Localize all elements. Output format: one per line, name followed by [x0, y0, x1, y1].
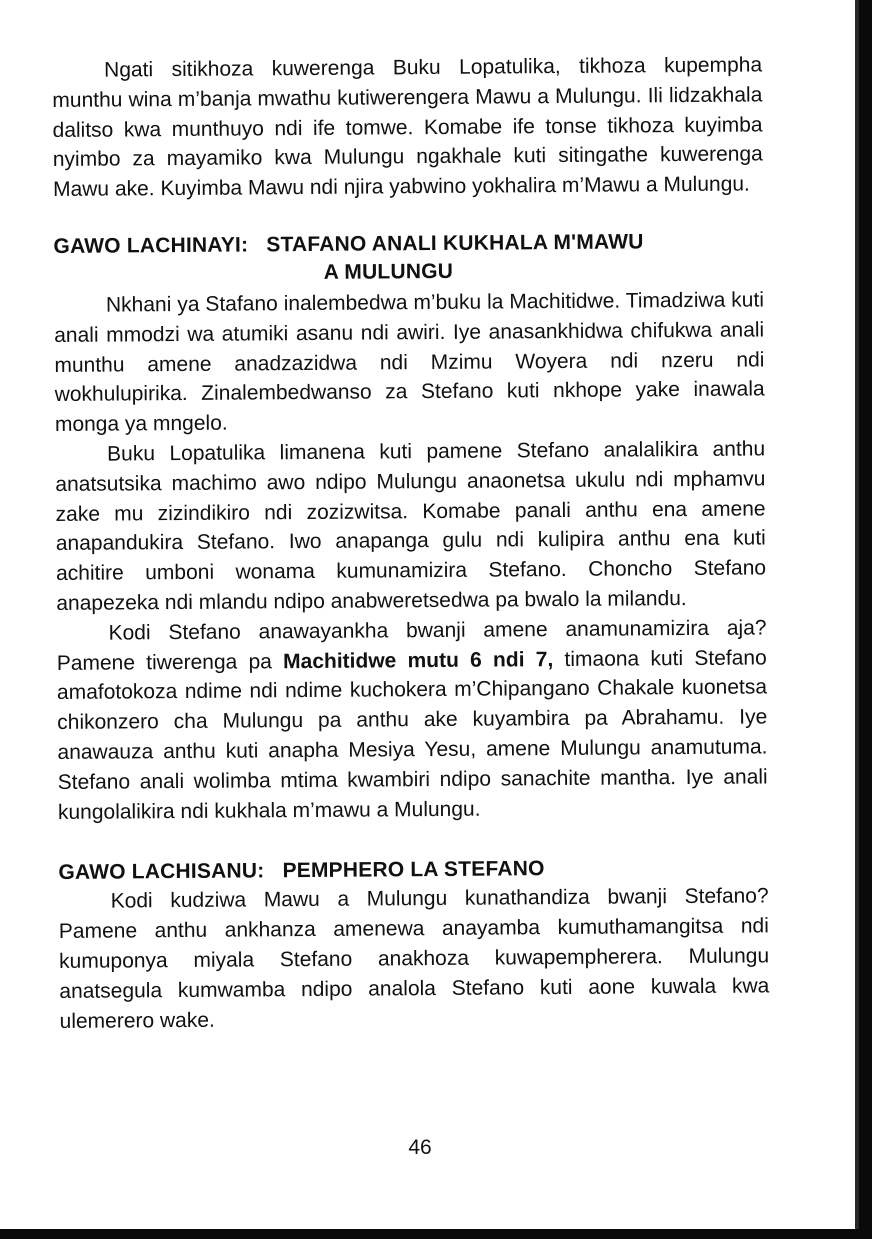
- scan-border-right: [858, 0, 872, 1239]
- scan-border-bottom: [0, 1229, 872, 1239]
- section-title-4-line2: A MULUNGU: [323, 259, 454, 284]
- section-title-5: PEMPHERO LA STEFANO: [282, 857, 545, 883]
- section4-paragraph-1: Nkhani ya Stafano inalembedwa m’buku la Machitidwe. Timadziwa kuti anali mmodzi wa atumiki asanu ndi awiri. Iye anasankhidwa chifukwa anali munthu amene anadzazidwa ndi Mzimu Woyera ndi nzeru ndi wokhulupirika. Zinalembedwanso za Stefano kuti nkhope yake inawala monga ya mngelo.: [54, 288, 765, 437]
- section4-paragraph-3: [56, 613, 768, 827]
- paragraph-3-text-end: timaona kuti Stefano amafotokoza ndime ndi ndime kuchokera m’Chipangano Chakale kuonetsa chikonzero cha Mulungu pa anthu ake kuyambira pa Abrahamu. Iye anawauza anthu kuti anapha Mesiya Yesu, amene Mulungu anamutuma. Stefano anali wolimba mtima kwambiri ndipo sanachite mantha. Iye anali kungolalikira ndi kukhala m’mawu a Mulungu.: [56, 645, 768, 824]
- section4-paragraph-2: Buku Lopatulika limanena kuti pamene Stefano analalikira anthu anatsutsika machimo awo ndipo Mulungu anaonetsa ukulu ndi mphamvu zake mu zizindikiro ndi zozizwitsa. Komabe panali anthu ena amene anapandukira Stefano. Iwo anapanga gulu ndi kulipira anthu ena kuti achitire umboni wonama kumunamizira Stefano. Choncho Stefano anapezeka ndi mlandu ndipo anabweretsedwa pa bwalo la milandu.: [55, 437, 767, 615]
- section-title-4-line1: STAFANO ANALI KUKHALA M'MAWU: [266, 230, 644, 257]
- intro-paragraph: Ngati sitikhoza kuwerenga Buku Lopatulika, tikhoza kupempha munthu wina m’banja mwathu kutiwerengera Mawu a Mulungu. Ili lidzakhala dalitso kwa munthuyo ndi ife tomwe. Komabe ife tonse tikhoza kuyimba nyimbo za mayamiko kwa Mulungu ngakhale kuti sitingathe kuwerenga Mawu ake. Kuyimba Mawu ndi njira yabwino yokhalira m’Mawu a Mulungu.: [52, 53, 763, 202]
- paragraph-3-text-start: Kodi Stefano anawayankha bwanji amene anamunamizira aja? Pamene tiwerenga pa: [56, 616, 767, 675]
- section-heading-4: [53, 227, 763, 289]
- section5-paragraph: Kodi kudziwa Mawu a Mulungu kunathandiza bwanji Stefano? Pamene anthu ankhanza amenewa anayamba kumuthamangitsa ndi kumuponya miyala Stefano anakhoza kuwapempherera. Mulungu anatsegula kumwamba ndipo analola Stefano kuti aone kuwala kwa ulemerero wake.: [58, 884, 770, 1033]
- page-number: 46: [408, 1136, 432, 1159]
- page-content: [52, 50, 770, 1036]
- scripture-reference: Machitidwe mutu 6 ndi 7,: [283, 647, 554, 673]
- section-label-5: GAWO LACHISANU:: [58, 859, 265, 885]
- section-label-4: GAWO LACHINAYI:: [53, 233, 249, 258]
